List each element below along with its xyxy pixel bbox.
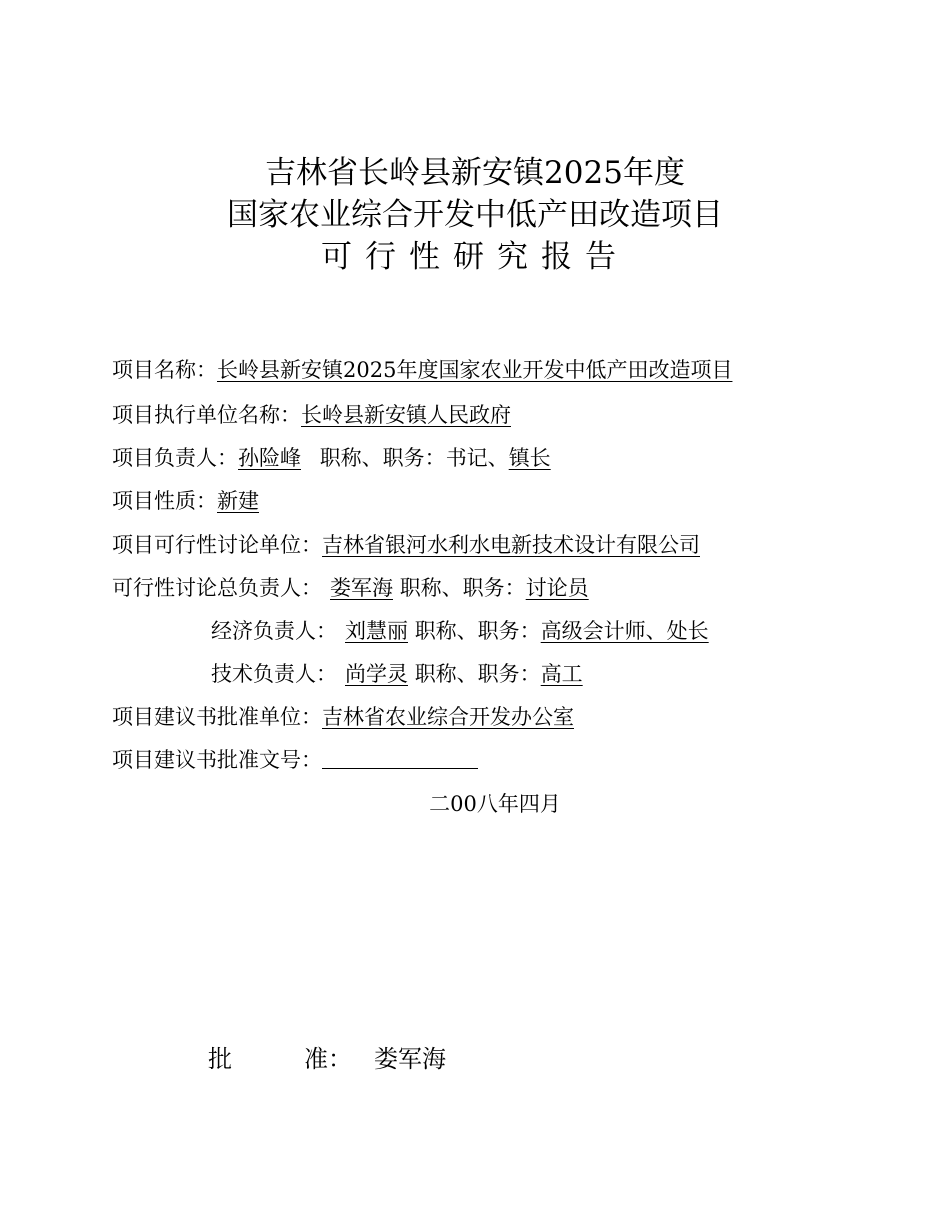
economic-lead-row [211,617,709,645]
project-leader-title-label: 职称、职务： [319,446,446,470]
technical-lead-value: 尚学灵 [345,662,408,686]
technical-lead-title-label: 职称、职务： [414,662,541,686]
project-name-row [112,356,732,384]
approval-signature-row [208,1043,446,1075]
executing-unit-value: 长岭县新安镇人民政府 [301,403,511,427]
executing-unit-row [112,401,511,429]
technical-lead-label: 技术负责人： [211,662,337,686]
project-leader-value: 孙险峰 [238,446,301,470]
approval-label-b: 准： [304,1045,352,1073]
project-name-value: 长岭县新安镇2025年度国家农业开发中低产田改造项目 [217,358,733,382]
feasibility-unit-label: 项目可行性讨论单位： [112,533,322,557]
feasibility-chief-row [112,574,589,602]
economic-lead-label: 经济负责人： [211,619,337,643]
project-nature-row [112,487,271,515]
project-leader-title-value: 镇长 [508,446,551,470]
project-nature-label: 项目性质： [112,489,217,513]
economic-lead-value: 刘慧丽 [345,619,408,643]
report-date: 二00八年四月 [429,792,561,816]
approval-label-a: 批 [208,1045,232,1073]
feasibility-chief-title-value: 讨论员 [525,576,589,600]
feasibility-chief-label: 可行性讨论总负责人： [112,576,322,600]
approval-unit-value: 吉林省农业综合开发办公室 [322,705,574,729]
feasibility-unit-value: 吉林省银河水利水电新技术设计有限公司 [322,533,700,557]
economic-lead-title-label: 职称、职务： [414,619,541,643]
project-name-label: 项目名称： [112,358,217,382]
approval-unit-label: 项目建议书批准单位： [112,705,322,729]
executing-unit-label: 项目执行单位名称： [112,403,301,427]
approval-doc-no-blank [322,746,478,769]
approval-doc-no-label: 项目建议书批准文号： [112,748,322,772]
feasibility-unit-row [112,531,700,559]
project-nature-value: 新建 [217,489,259,513]
project-leader-title-plain: 书记、 [445,446,509,470]
technical-lead-row [211,660,595,688]
feasibility-chief-title-label: 职称、职务： [399,576,526,600]
economic-lead-title-value: 高级会计师、处长 [540,619,709,643]
title-line-2: 国家农业综合开发中低产田改造项目 [227,197,723,233]
approval-doc-no-row [112,746,478,774]
title-line-1: 吉林省长岭县新安镇2025年度 [265,155,685,191]
approval-unit-row [112,703,574,731]
approval-name: 娄军海 [374,1045,446,1073]
project-leader-label: 项目负责人： [112,446,238,470]
feasibility-chief-value: 娄军海 [330,576,393,600]
technical-lead-title-value: 高工 [540,662,583,686]
project-leader-row [112,444,551,472]
title-line-3: 可行性研究报告 [321,239,629,275]
